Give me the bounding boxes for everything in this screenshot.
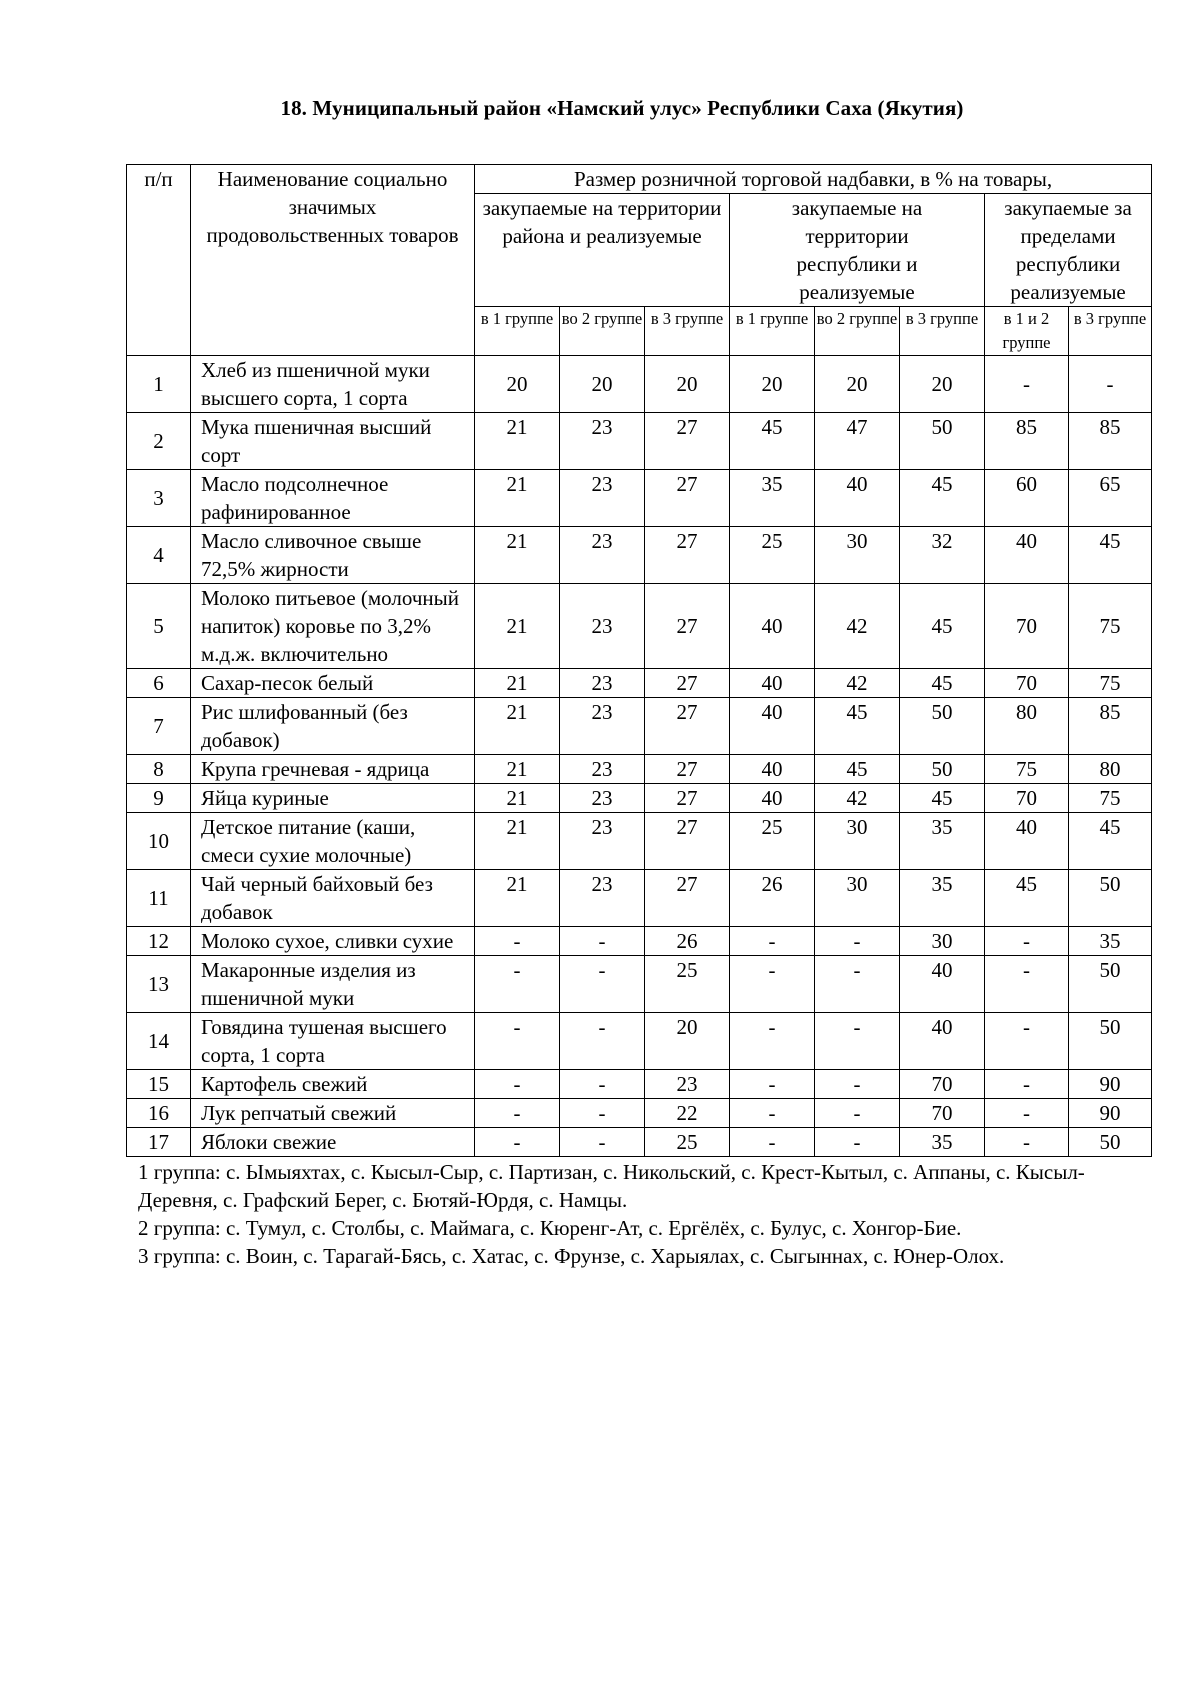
markup-value: 50 bbox=[900, 755, 985, 784]
markup-value: 23 bbox=[560, 813, 645, 870]
markup-value: 40 bbox=[815, 470, 900, 527]
markup-value: 27 bbox=[645, 755, 730, 784]
row-number: 17 bbox=[127, 1128, 191, 1157]
table-body bbox=[127, 356, 1152, 1157]
row-number: 8 bbox=[127, 755, 191, 784]
row-number: 16 bbox=[127, 1099, 191, 1128]
markup-value: 45 bbox=[1069, 527, 1152, 584]
markup-value: 35 bbox=[900, 1128, 985, 1157]
markup-value: 21 bbox=[475, 755, 560, 784]
table-row bbox=[127, 870, 1152, 927]
markup-value: 40 bbox=[900, 956, 985, 1013]
markup-value: 45 bbox=[985, 870, 1069, 927]
page-title: 18. Муниципальный район «Намский улус» Республики Саха (Якутия) bbox=[280, 96, 964, 120]
group-note: 2 группа: с. Тумул, с. Столбы, с. Маймага, с. Кюренг-Ат, с. Ергёлёх, с. Булус, с. Хонгор-Бие. bbox=[138, 1216, 962, 1240]
product-name: Чай черный байховый без добавок bbox=[191, 870, 475, 927]
markup-value: 20 bbox=[645, 356, 730, 413]
row-number: 12 bbox=[127, 927, 191, 956]
markup-value: - bbox=[560, 1070, 645, 1099]
markup-value: - bbox=[815, 1099, 900, 1128]
markup-value: 45 bbox=[1069, 813, 1152, 870]
markup-value: 32 bbox=[900, 527, 985, 584]
markup-value: 23 bbox=[560, 584, 645, 669]
table-row bbox=[127, 784, 1152, 813]
product-name: Рис шлифованный (без добавок) bbox=[191, 698, 475, 755]
markup-value: 40 bbox=[985, 813, 1069, 870]
markup-value: - bbox=[730, 927, 815, 956]
markup-value: - bbox=[560, 927, 645, 956]
markup-value: 25 bbox=[730, 527, 815, 584]
markup-value: 40 bbox=[730, 784, 815, 813]
markup-value: 70 bbox=[985, 669, 1069, 698]
markup-value: - bbox=[730, 1128, 815, 1157]
header-group: в 1 группе bbox=[730, 307, 815, 356]
markup-value: 30 bbox=[815, 870, 900, 927]
markup-value: 23 bbox=[560, 413, 645, 470]
markup-value: 45 bbox=[900, 784, 985, 813]
markup-value: 35 bbox=[1069, 927, 1152, 956]
markup-value: 20 bbox=[560, 356, 645, 413]
markup-value: - bbox=[730, 956, 815, 1013]
markup-value: - bbox=[475, 1128, 560, 1157]
row-number: 1 bbox=[127, 356, 191, 413]
table-row bbox=[127, 927, 1152, 956]
header-outside: закупаемые за пределами республики реализуемые bbox=[985, 194, 1152, 307]
row-number: 14 bbox=[127, 1013, 191, 1070]
markup-value: 85 bbox=[1069, 413, 1152, 470]
markup-value: 85 bbox=[1069, 698, 1152, 755]
table-row bbox=[127, 813, 1152, 870]
markup-value: 50 bbox=[900, 413, 985, 470]
markup-value: 21 bbox=[475, 698, 560, 755]
markup-value: 23 bbox=[645, 1070, 730, 1099]
table-row bbox=[127, 356, 1152, 413]
markup-value: - bbox=[985, 927, 1069, 956]
group-notes bbox=[138, 1158, 1148, 1270]
markup-value: 75 bbox=[1069, 784, 1152, 813]
markup-value: 21 bbox=[475, 669, 560, 698]
header-republic: закупаемые на территории республики и реализуемые bbox=[730, 194, 985, 307]
markup-value: 27 bbox=[645, 698, 730, 755]
markup-value: 23 bbox=[560, 470, 645, 527]
markup-value: 50 bbox=[1069, 956, 1152, 1013]
markup-value: - bbox=[985, 1128, 1069, 1157]
row-number: 11 bbox=[127, 870, 191, 927]
markup-value: 25 bbox=[730, 813, 815, 870]
markup-value: - bbox=[985, 956, 1069, 1013]
markup-value: 50 bbox=[1069, 870, 1152, 927]
markup-value: 70 bbox=[900, 1070, 985, 1099]
row-number: 10 bbox=[127, 813, 191, 870]
markup-value: 35 bbox=[900, 870, 985, 927]
header-group: во 2 группе bbox=[815, 307, 900, 356]
table-row bbox=[127, 1013, 1152, 1070]
table-row bbox=[127, 755, 1152, 784]
group-note: 1 группа: с. Ымыяхтах, с. Кысыл-Сыр, с. Партизан, с. Никольский, с. Крест-Кытыл, с. Аппаны, с. Кысыл-Деревня, с. Графский Берег, с. Бютяй-Юрдя, с. Намцы. bbox=[138, 1160, 1085, 1212]
group-note: 3 группа: с. Воин, с. Тарагай-Бясь, с. Хатас, с. Фрунзе, с. Харыялах, с. Сыгыннах, с. Юнер-Олох. bbox=[138, 1244, 1005, 1268]
markup-value: 70 bbox=[985, 784, 1069, 813]
product-name: Детское питание (каши, смеси сухие молочные) bbox=[191, 813, 475, 870]
markup-value: 35 bbox=[900, 813, 985, 870]
row-number: 13 bbox=[127, 956, 191, 1013]
markup-value: 25 bbox=[645, 956, 730, 1013]
markup-value: 27 bbox=[645, 784, 730, 813]
product-name: Яйца куриные bbox=[191, 784, 475, 813]
markup-value: 45 bbox=[900, 584, 985, 669]
markup-value: 23 bbox=[560, 784, 645, 813]
table-row bbox=[127, 584, 1152, 669]
row-number: 2 bbox=[127, 413, 191, 470]
markup-value: 27 bbox=[645, 470, 730, 527]
markup-value: 26 bbox=[730, 870, 815, 927]
table-row bbox=[127, 698, 1152, 755]
markup-value: - bbox=[815, 927, 900, 956]
markup-value: - bbox=[815, 1013, 900, 1070]
markup-value: 23 bbox=[560, 669, 645, 698]
row-number: 9 bbox=[127, 784, 191, 813]
markup-value: 21 bbox=[475, 813, 560, 870]
markup-value: 70 bbox=[985, 584, 1069, 669]
markup-value: 80 bbox=[985, 698, 1069, 755]
markup-value: - bbox=[815, 956, 900, 1013]
markup-value: 23 bbox=[560, 527, 645, 584]
markup-value: 75 bbox=[1069, 669, 1152, 698]
product-name: Лук репчатый свежий bbox=[191, 1099, 475, 1128]
markup-value: 42 bbox=[815, 584, 900, 669]
markup-value: - bbox=[475, 1013, 560, 1070]
markup-value: 21 bbox=[475, 527, 560, 584]
header-num: п/п bbox=[127, 165, 191, 356]
markup-value: 70 bbox=[900, 1099, 985, 1128]
markup-value: 23 bbox=[560, 755, 645, 784]
markup-value: - bbox=[475, 1099, 560, 1128]
markup-value: 45 bbox=[815, 698, 900, 755]
table-row bbox=[127, 413, 1152, 470]
product-name: Хлеб из пшеничной муки высшего сорта, 1 сорта bbox=[191, 356, 475, 413]
product-name: Масло подсолнечное рафинированное bbox=[191, 470, 475, 527]
markup-value: 27 bbox=[645, 870, 730, 927]
markup-value: - bbox=[815, 1128, 900, 1157]
markup-value: 47 bbox=[815, 413, 900, 470]
markup-value: 45 bbox=[815, 755, 900, 784]
product-name: Макаронные изделия из пшеничной муки bbox=[191, 956, 475, 1013]
markup-value: - bbox=[560, 956, 645, 1013]
markup-value: - bbox=[985, 1013, 1069, 1070]
header-group: в 1 группе bbox=[475, 307, 560, 356]
markup-value: - bbox=[730, 1099, 815, 1128]
markup-value: 30 bbox=[900, 927, 985, 956]
table-header bbox=[127, 165, 1152, 356]
markup-value: 40 bbox=[730, 698, 815, 755]
markup-value: 40 bbox=[730, 755, 815, 784]
product-name: Мука пшеничная высший сорт bbox=[191, 413, 475, 470]
product-name: Говядина тушеная высшего сорта, 1 сорта bbox=[191, 1013, 475, 1070]
markup-value: 20 bbox=[645, 1013, 730, 1070]
header-group: во 2 группе bbox=[560, 307, 645, 356]
markup-value: 20 bbox=[475, 356, 560, 413]
header-group: в 3 группе bbox=[900, 307, 985, 356]
row-number: 4 bbox=[127, 527, 191, 584]
row-number: 5 bbox=[127, 584, 191, 669]
markup-value: 80 bbox=[1069, 755, 1152, 784]
markup-value: 85 bbox=[985, 413, 1069, 470]
markup-value: 21 bbox=[475, 584, 560, 669]
table-row bbox=[127, 470, 1152, 527]
markup-value: 27 bbox=[645, 813, 730, 870]
markup-value: 27 bbox=[645, 527, 730, 584]
product-name: Молоко питьевое (молочный напиток) коровье по 3,2% м.д.ж. включительно bbox=[191, 584, 475, 669]
product-name: Картофель свежий bbox=[191, 1070, 475, 1099]
markup-value: 50 bbox=[1069, 1128, 1152, 1157]
markup-value: 40 bbox=[730, 584, 815, 669]
markup-value: - bbox=[985, 1070, 1069, 1099]
markup-value: - bbox=[560, 1013, 645, 1070]
markup-value: - bbox=[560, 1128, 645, 1157]
markup-value: 21 bbox=[475, 413, 560, 470]
markup-value: 42 bbox=[815, 669, 900, 698]
markup-value: 30 bbox=[815, 527, 900, 584]
table-row bbox=[127, 956, 1152, 1013]
markup-value: - bbox=[815, 1070, 900, 1099]
markup-value: 50 bbox=[900, 698, 985, 755]
product-name: Масло сливочное свыше 72,5% жирности bbox=[191, 527, 475, 584]
markup-value: - bbox=[985, 356, 1069, 413]
product-name: Яблоки свежие bbox=[191, 1128, 475, 1157]
markup-value: 22 bbox=[645, 1099, 730, 1128]
markup-value: 45 bbox=[900, 669, 985, 698]
row-number: 6 bbox=[127, 669, 191, 698]
markup-value: 27 bbox=[645, 584, 730, 669]
table-row bbox=[127, 1099, 1152, 1128]
markup-value: 90 bbox=[1069, 1099, 1152, 1128]
markup-value: 40 bbox=[900, 1013, 985, 1070]
markup-value: 50 bbox=[1069, 1013, 1152, 1070]
markup-value: 45 bbox=[730, 413, 815, 470]
header-markup: Размер розничной торговой надбавки, в % на товары, bbox=[475, 165, 1152, 194]
markup-value: 65 bbox=[1069, 470, 1152, 527]
markup-value: 27 bbox=[645, 669, 730, 698]
markup-value: 20 bbox=[730, 356, 815, 413]
markup-value: 23 bbox=[560, 698, 645, 755]
markup-value: 21 bbox=[475, 470, 560, 527]
header-group: в 1 и 2 группе bbox=[985, 307, 1069, 356]
product-name: Молоко сухое, сливки сухие bbox=[191, 927, 475, 956]
markup-value: 23 bbox=[560, 870, 645, 927]
markup-value: 21 bbox=[475, 784, 560, 813]
markup-value: 42 bbox=[815, 784, 900, 813]
markup-value: 26 bbox=[645, 927, 730, 956]
markup-value: - bbox=[1069, 356, 1152, 413]
product-name: Крупа гречневая - ядрица bbox=[191, 755, 475, 784]
markup-value: - bbox=[475, 927, 560, 956]
header-group: в 3 группе bbox=[1069, 307, 1152, 356]
row-number: 15 bbox=[127, 1070, 191, 1099]
markup-value: 40 bbox=[985, 527, 1069, 584]
table-row bbox=[127, 1070, 1152, 1099]
markup-value: 20 bbox=[900, 356, 985, 413]
markup-value: 90 bbox=[1069, 1070, 1152, 1099]
markup-value: 25 bbox=[645, 1128, 730, 1157]
markup-value: - bbox=[560, 1099, 645, 1128]
markup-value: - bbox=[985, 1099, 1069, 1128]
markup-table bbox=[126, 164, 1152, 1157]
table-row bbox=[127, 669, 1152, 698]
header-local: закупаемые на территории района и реализуемые bbox=[475, 194, 730, 307]
markup-value: - bbox=[730, 1013, 815, 1070]
markup-value: - bbox=[730, 1070, 815, 1099]
header-product-name: Наименование социально значимых продовольственных товаров bbox=[191, 165, 475, 356]
table-row bbox=[127, 527, 1152, 584]
markup-value: 40 bbox=[730, 669, 815, 698]
header-group: в 3 группе bbox=[645, 307, 730, 356]
row-number: 7 bbox=[127, 698, 191, 755]
markup-value: 27 bbox=[645, 413, 730, 470]
markup-value: 30 bbox=[815, 813, 900, 870]
product-name: Сахар-песок белый bbox=[191, 669, 475, 698]
table-row bbox=[127, 1128, 1152, 1157]
markup-value: - bbox=[475, 956, 560, 1013]
markup-value: 75 bbox=[1069, 584, 1152, 669]
markup-value: 75 bbox=[985, 755, 1069, 784]
markup-value: 60 bbox=[985, 470, 1069, 527]
markup-value: 35 bbox=[730, 470, 815, 527]
markup-value: 21 bbox=[475, 870, 560, 927]
markup-value: 20 bbox=[815, 356, 900, 413]
row-number: 3 bbox=[127, 470, 191, 527]
markup-value: 45 bbox=[900, 470, 985, 527]
markup-value: - bbox=[475, 1070, 560, 1099]
